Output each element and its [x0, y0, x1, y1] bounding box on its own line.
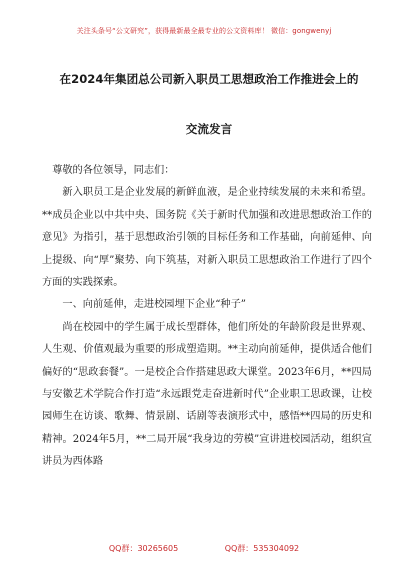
body-paragraph: 新入职员工是企业发展的新鲜血液，是企业持续发展的未来和希望。**成员企业以中共中央、国务院《关于新时代加强和改进思想政治工作的意见》为指引，基于思想政治引领的目标任务和工作基础，向前延伸、向上提级、向“厚”聚势、向下筑基，对新入职员工思想政治工作进行了四个方面的实践探索。 — [42, 187, 372, 289]
body-paragraph: 尚在校园中的学生属于成长型群体，他们所处的年龄阶段是世界观、人生观、价值观最为重要的形成塑造期。**主动向前延伸，提供适合他们偏好的“思政套餐”。一是校企合作搭建思政大课堂。2023年6月，**四局与安徽艺术学院合作打造“永远跟党走奋进新时代”企业职工思政课，让校园师生在访谈、歌舞、情景剧、话剧等表演形式中，感悟**四局的历史和精神。2024年5月，**二局开展“我身边的劳模”宣讲进校园活动，组织宣讲员为西体路 — [42, 321, 372, 468]
document-body — [42, 160, 372, 474]
footer-qq-group-2: QQ群：535304092 — [224, 544, 300, 553]
page-header-banner: 关注头条号“公文研究”，获得最新最全最专业的公文资料库！ 微信：gongwenyj — [76, 27, 332, 35]
footer-qq-group-1: QQ群：30265605 — [108, 544, 179, 553]
greeting: 尊敬的各位领导，同志们： — [52, 165, 175, 176]
page-footer — [0, 543, 408, 554]
document-title-line-1: 在2024年集团总公司新入职员工思想政治工作推进会上的 — [59, 72, 359, 86]
section-heading: 一、向前延伸，走进校园埋下企业“种子” — [62, 299, 246, 311]
document-title-line-2: 交流发言 — [185, 122, 233, 136]
